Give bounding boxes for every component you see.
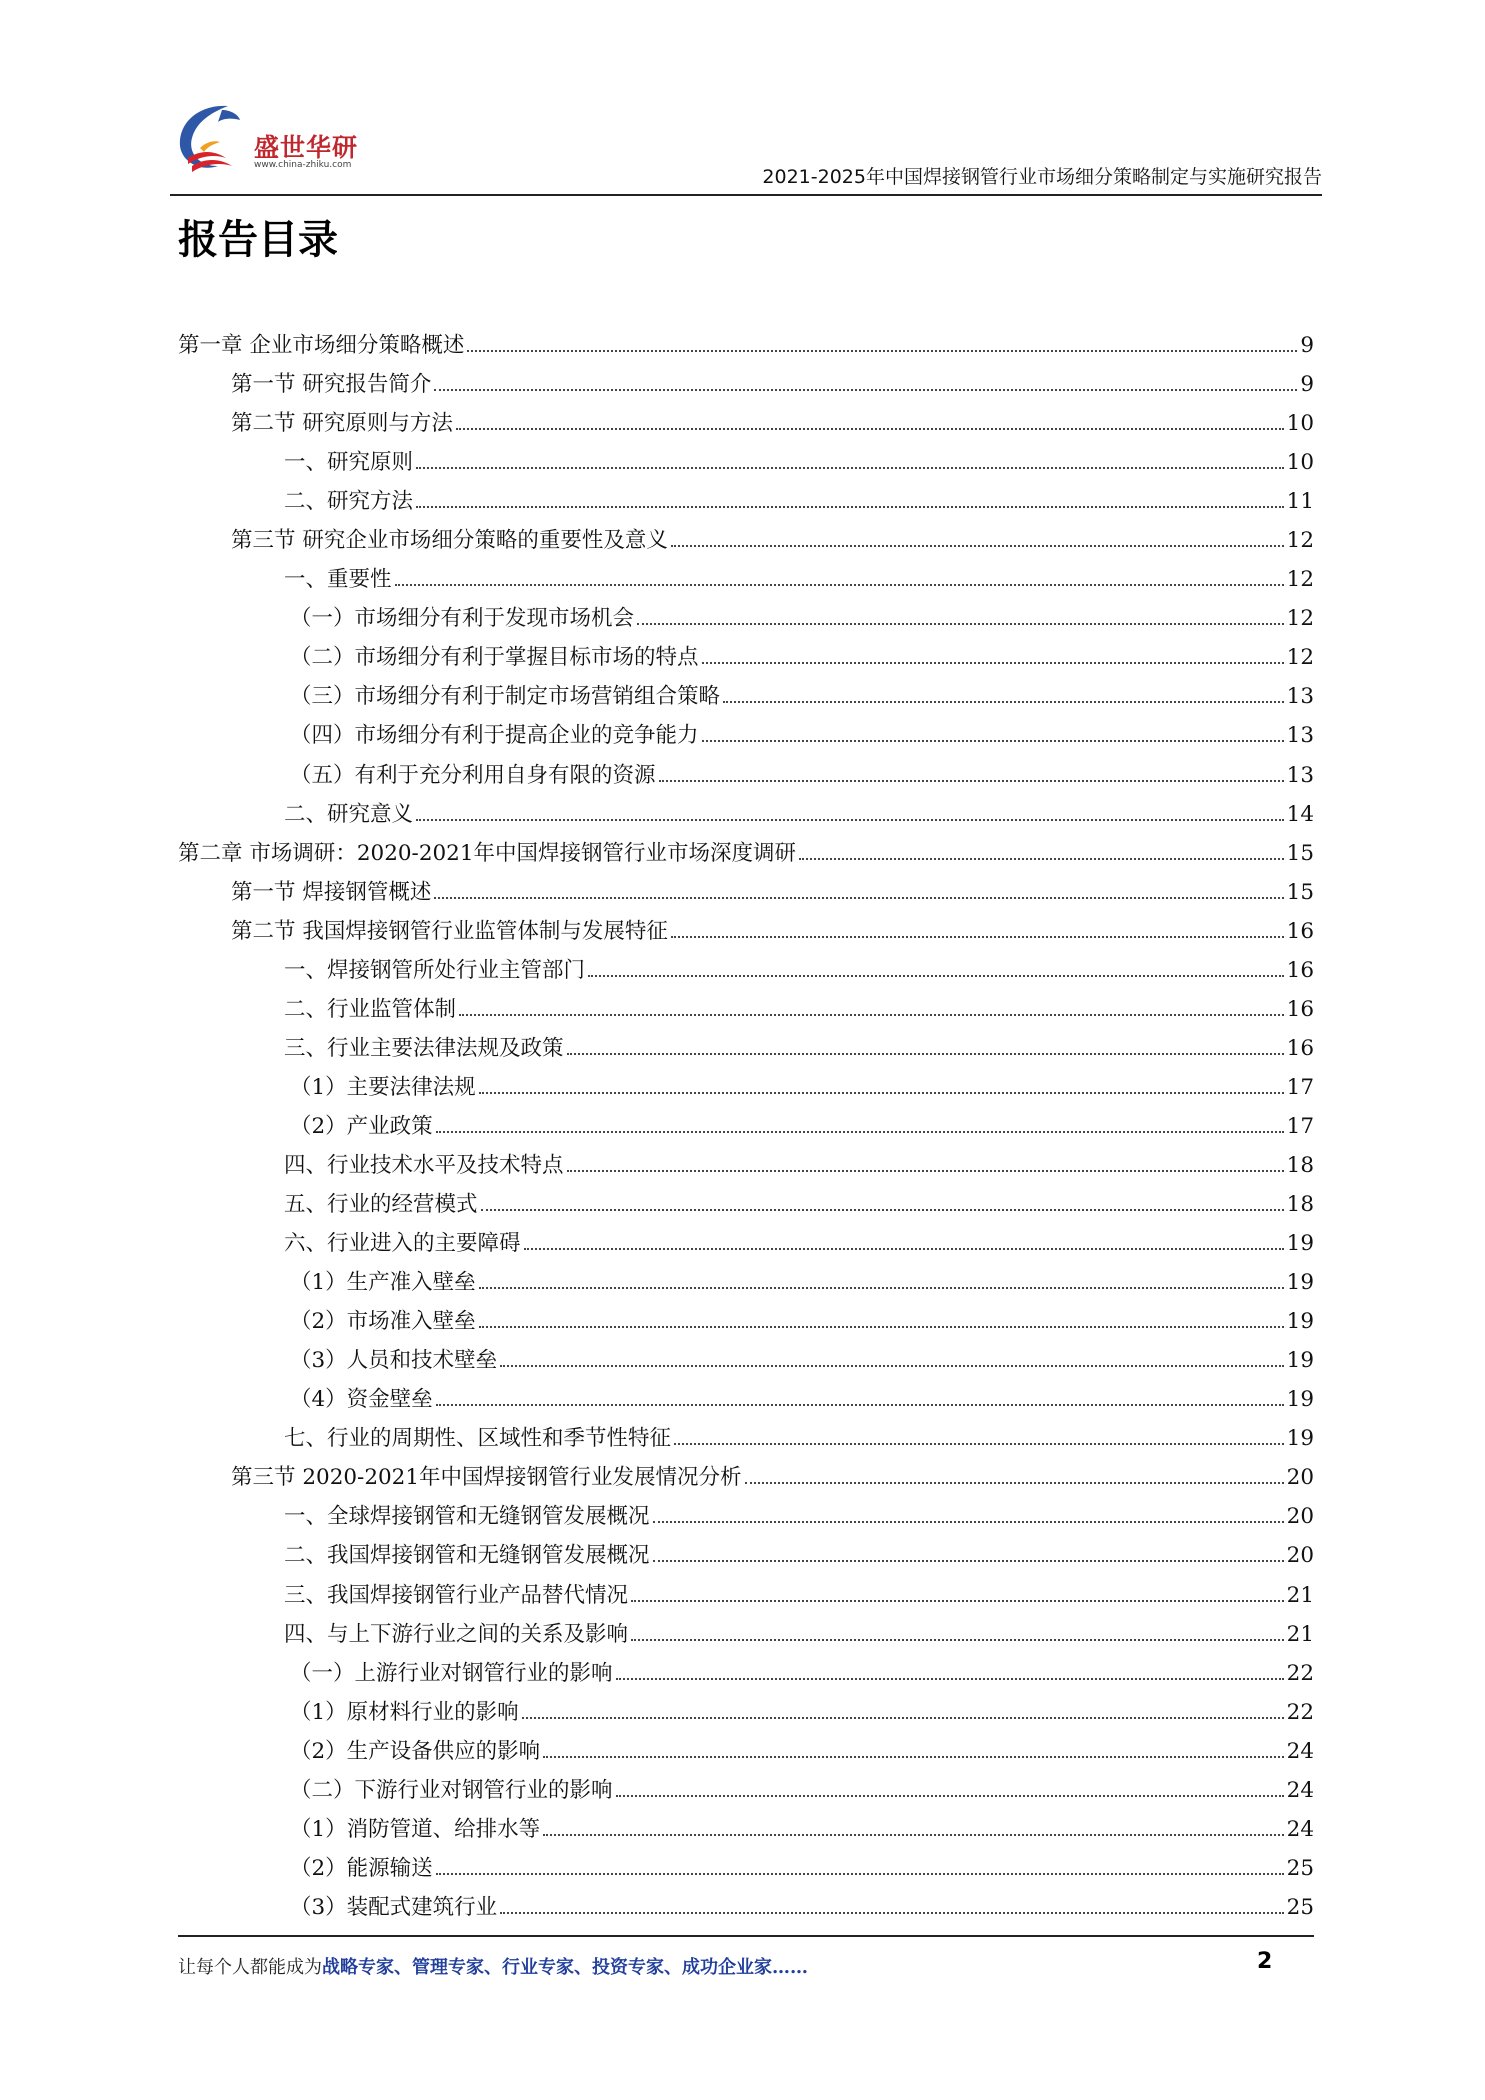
- toc-entry-title: （三）市场细分有利于制定市场营销组合策略: [290, 684, 721, 710]
- toc-dot-leader: [659, 780, 1284, 782]
- toc-entry[interactable]: [178, 873, 1314, 912]
- toc-dot-leader: [616, 1795, 1284, 1797]
- toc-entry[interactable]: [178, 795, 1314, 834]
- toc-dot-leader: [436, 1873, 1284, 1875]
- toc-entry[interactable]: [178, 716, 1314, 755]
- report-title: 2021-2025年中国焊接钢管行业市场细分策略制定与实施研究报告: [762, 166, 1322, 188]
- toc-dot-leader: [479, 1326, 1284, 1328]
- toc-entry[interactable]: [178, 1458, 1314, 1497]
- toc-entry-page: 15: [1286, 879, 1314, 905]
- toc-dot-leader: [631, 1639, 1284, 1641]
- toc-entry-page: 19: [1286, 1231, 1314, 1257]
- toc-entry-page: 18: [1286, 1152, 1314, 1178]
- toc-dot-leader: [674, 1443, 1284, 1445]
- toc-entry[interactable]: [178, 1576, 1314, 1615]
- toc-entry[interactable]: [178, 1146, 1314, 1185]
- table-of-contents: [178, 326, 1314, 1927]
- toc-entry[interactable]: [178, 443, 1314, 482]
- toc-dot-leader: [436, 1131, 1284, 1133]
- toc-entry-title: 七、行业的周期性、区域性和季节性特征: [284, 1426, 672, 1452]
- toc-dot-leader: [524, 1248, 1284, 1250]
- toc-entry-title: （2）产业政策: [290, 1113, 433, 1139]
- toc-dot-leader: [434, 897, 1283, 899]
- toc-entry-title: （四）市场细分有利于提高企业的竞争能力: [290, 723, 699, 749]
- toc-dot-leader: [467, 350, 1297, 352]
- toc-entry[interactable]: [178, 1497, 1314, 1536]
- toc-entry-page: 21: [1286, 1582, 1314, 1608]
- toc-entry-page: 19: [1286, 1348, 1314, 1374]
- toc-entry[interactable]: [178, 326, 1314, 365]
- footer-slogan-highlight: 战略专家、管理专家、行业专家、投资专家、成功企业家……: [322, 1957, 808, 1978]
- toc-entry-title: 第三节 研究企业市场细分策略的重要性及意义: [231, 528, 668, 554]
- toc-entry-title: 二、研究方法: [284, 489, 414, 515]
- toc-entry[interactable]: [178, 521, 1314, 560]
- toc-dot-leader: [702, 662, 1284, 664]
- toc-entry-page: 11: [1286, 489, 1314, 515]
- toc-dot-leader: [653, 1521, 1284, 1523]
- logo-url: www.china-zhiku.com: [254, 160, 352, 170]
- toc-entry-title: （1）原材料行业的影响: [290, 1699, 519, 1725]
- toc-dot-leader: [671, 545, 1284, 547]
- toc-dot-leader: [543, 1834, 1283, 1836]
- company-logo: [170, 100, 430, 180]
- toc-entry-page: 20: [1286, 1504, 1314, 1530]
- toc-entry-title: 二、行业监管体制: [284, 996, 457, 1022]
- toc-entry-page: 12: [1286, 567, 1314, 593]
- toc-entry[interactable]: [178, 990, 1314, 1029]
- toc-entry[interactable]: [178, 1107, 1314, 1146]
- toc-entry-page: 22: [1286, 1699, 1314, 1725]
- toc-entry-page: 13: [1286, 723, 1314, 749]
- toc-entry-page: 12: [1286, 606, 1314, 632]
- toc-dot-leader: [459, 1014, 1284, 1016]
- toc-dot-leader: [416, 467, 1284, 469]
- toc-entry[interactable]: [178, 1419, 1314, 1458]
- toc-entry[interactable]: [178, 1810, 1314, 1849]
- logo-name: 盛世华研: [254, 133, 359, 162]
- toc-entry-page: 19: [1286, 1309, 1314, 1335]
- toc-entry-title: 第一节 研究报告简介: [231, 372, 432, 398]
- toc-dot-leader: [500, 1365, 1283, 1367]
- toc-dot-leader: [653, 1560, 1284, 1562]
- toc-entry[interactable]: [178, 756, 1314, 795]
- toc-dot-leader: [702, 740, 1284, 742]
- toc-entry-title: 第一章 企业市场细分策略概述: [178, 333, 465, 358]
- toc-entry[interactable]: [178, 951, 1314, 990]
- toc-entry-page: 16: [1286, 918, 1314, 944]
- toc-entry-page: 18: [1286, 1192, 1314, 1218]
- toc-entry-title: （二）下游行业对钢管行业的影响: [290, 1777, 613, 1803]
- page-header: [170, 100, 1322, 196]
- toc-dot-leader: [416, 506, 1284, 508]
- toc-entry-page: 25: [1286, 1855, 1314, 1881]
- toc-entry[interactable]: [178, 1302, 1314, 1341]
- toc-entry-page: 10: [1286, 411, 1314, 437]
- toc-entry-page: 12: [1286, 528, 1314, 554]
- toc-entry[interactable]: [178, 1771, 1314, 1810]
- footer-slogan: [178, 1953, 808, 1979]
- toc-dot-leader: [745, 1482, 1284, 1484]
- toc-entry-title: 一、研究原则: [284, 450, 414, 476]
- toc-heading: 报告目录: [178, 217, 338, 263]
- toc-entry[interactable]: [178, 482, 1314, 521]
- footer-divider: [178, 1935, 1314, 1937]
- toc-dot-leader: [543, 1756, 1283, 1758]
- toc-entry[interactable]: [178, 1380, 1314, 1419]
- toc-entry-page: 19: [1286, 1387, 1314, 1413]
- toc-entry[interactable]: [178, 1029, 1314, 1068]
- toc-dot-leader: [479, 1287, 1284, 1289]
- toc-dot-leader: [799, 858, 1284, 860]
- toc-entry[interactable]: [178, 1341, 1314, 1380]
- toc-dot-leader: [436, 1404, 1284, 1406]
- toc-entry-title: 一、全球焊接钢管和无缝钢管发展概况: [284, 1504, 650, 1530]
- toc-entry-title: 第一节 焊接钢管概述: [231, 879, 432, 905]
- toc-entry[interactable]: [178, 1263, 1314, 1302]
- toc-entry-title: 一、重要性: [284, 567, 392, 593]
- toc-entry-title: （3）人员和技术壁垒: [290, 1348, 498, 1374]
- toc-entry-page: 24: [1286, 1816, 1314, 1842]
- toc-entry[interactable]: [178, 1849, 1314, 1888]
- toc-entry-page: 9: [1300, 333, 1314, 358]
- toc-entry-page: 20: [1286, 1465, 1314, 1491]
- toc-entry[interactable]: [178, 638, 1314, 677]
- toc-entry-page: 24: [1286, 1777, 1314, 1803]
- page-number: 2: [1257, 1949, 1273, 1974]
- toc-entry-title: 六、行业进入的主要障碍: [284, 1231, 521, 1257]
- toc-dot-leader: [479, 1092, 1284, 1094]
- toc-entry-title: （一）市场细分有利于发现市场机会: [290, 606, 635, 632]
- toc-dot-leader: [723, 701, 1284, 703]
- toc-entry-page: 15: [1286, 840, 1314, 866]
- toc-entry-title: 第二章 市场调研：2020-2021年中国焊接钢管行业市场深度调研: [178, 840, 797, 866]
- toc-dot-leader: [637, 623, 1284, 625]
- toc-entry-page: 13: [1286, 762, 1314, 788]
- toc-entry[interactable]: [178, 1185, 1314, 1224]
- toc-entry-title: （3）装配式建筑行业: [290, 1894, 498, 1920]
- toc-entry-page: 22: [1286, 1660, 1314, 1686]
- toc-entry-title: （1）消防管道、给排水等: [290, 1816, 541, 1842]
- toc-entry-page: 19: [1286, 1426, 1314, 1452]
- header-divider: [170, 194, 1322, 196]
- toc-entry[interactable]: [178, 1654, 1314, 1693]
- toc-entry-title: （一）上游行业对钢管行业的影响: [290, 1660, 613, 1686]
- toc-entry-page: 21: [1286, 1621, 1314, 1647]
- toc-dot-leader: [588, 975, 1284, 977]
- toc-entry[interactable]: [178, 1536, 1314, 1575]
- toc-entry-title: 一、焊接钢管所处行业主管部门: [284, 957, 586, 983]
- toc-entry-title: （五）有利于充分利用自身有限的资源: [290, 762, 656, 788]
- toc-dot-leader: [671, 936, 1284, 938]
- toc-entry-title: （2）生产设备供应的影响: [290, 1738, 541, 1764]
- toc-dot-leader: [567, 1170, 1284, 1172]
- toc-dot-leader: [500, 1912, 1283, 1914]
- toc-entry-title: （1）生产准入壁垒: [290, 1270, 476, 1296]
- toc-entry-title: 三、行业主要法律法规及政策: [284, 1035, 564, 1061]
- toc-entry-title: 四、行业技术水平及技术特点: [284, 1152, 564, 1178]
- toc-entry[interactable]: [178, 1732, 1314, 1771]
- toc-entry-page: 13: [1286, 684, 1314, 710]
- toc-dot-leader: [434, 389, 1297, 391]
- toc-entry-title: 第二节 研究原则与方法: [231, 411, 453, 437]
- toc-entry[interactable]: [178, 1068, 1314, 1107]
- toc-entry-page: 9: [1300, 372, 1314, 398]
- toc-entry-title: 第二节 我国焊接钢管行业监管体制与发展特征: [231, 918, 668, 944]
- toc-entry-page: 20: [1286, 1543, 1314, 1569]
- toc-entry[interactable]: [178, 560, 1314, 599]
- toc-entry-title: （1）主要法律法规: [290, 1074, 476, 1100]
- toc-entry-page: 25: [1286, 1894, 1314, 1920]
- toc-entry-title: （2）能源输送: [290, 1855, 433, 1881]
- toc-entry-title: 第三节 2020-2021年中国焊接钢管行业发展情况分析: [231, 1465, 742, 1491]
- logo-emblem-icon: [170, 100, 254, 180]
- toc-entry-page: 14: [1286, 801, 1314, 827]
- toc-entry[interactable]: [178, 365, 1314, 404]
- toc-entry-page: 16: [1286, 1035, 1314, 1061]
- toc-entry-title: （2）市场准入壁垒: [290, 1309, 476, 1335]
- toc-entry[interactable]: [178, 404, 1314, 443]
- footer-slogan-prefix: 让每个人都能成为: [178, 1957, 322, 1978]
- toc-dot-leader: [481, 1209, 1284, 1211]
- toc-entry-page: 12: [1286, 645, 1314, 671]
- toc-entry-title: 二、我国焊接钢管和无缝钢管发展概况: [284, 1543, 650, 1569]
- toc-entry-page: 16: [1286, 957, 1314, 983]
- toc-entry-title: （4）资金壁垒: [290, 1387, 433, 1413]
- toc-entry-page: 16: [1286, 996, 1314, 1022]
- toc-dot-leader: [416, 819, 1284, 821]
- toc-entry-title: 五、行业的经营模式: [284, 1192, 478, 1218]
- toc-entry[interactable]: [178, 1888, 1314, 1927]
- toc-entry-page: 17: [1286, 1074, 1314, 1100]
- toc-dot-leader: [456, 428, 1284, 430]
- toc-entry-title: 四、与上下游行业之间的关系及影响: [284, 1621, 629, 1647]
- toc-entry-page: 17: [1286, 1113, 1314, 1139]
- toc-entry-title: 三、我国焊接钢管行业产品替代情况: [284, 1582, 629, 1608]
- toc-entry-title: 二、研究意义: [284, 801, 414, 827]
- toc-entry[interactable]: [178, 834, 1314, 873]
- toc-entry[interactable]: [178, 677, 1314, 716]
- toc-dot-leader: [522, 1717, 1284, 1719]
- toc-dot-leader: [616, 1678, 1284, 1680]
- toc-entry[interactable]: [178, 1693, 1314, 1732]
- toc-entry[interactable]: [178, 599, 1314, 638]
- toc-entry[interactable]: [178, 1224, 1314, 1263]
- toc-entry-title: （二）市场细分有利于掌握目标市场的特点: [290, 645, 699, 671]
- toc-dot-leader: [631, 1600, 1284, 1602]
- toc-entry-page: 24: [1286, 1738, 1314, 1764]
- toc-entry-page: 10: [1286, 450, 1314, 476]
- toc-dot-leader: [395, 584, 1284, 586]
- toc-entry-page: 19: [1286, 1270, 1314, 1296]
- toc-dot-leader: [567, 1053, 1284, 1055]
- toc-entry[interactable]: [178, 912, 1314, 951]
- toc-entry[interactable]: [178, 1615, 1314, 1654]
